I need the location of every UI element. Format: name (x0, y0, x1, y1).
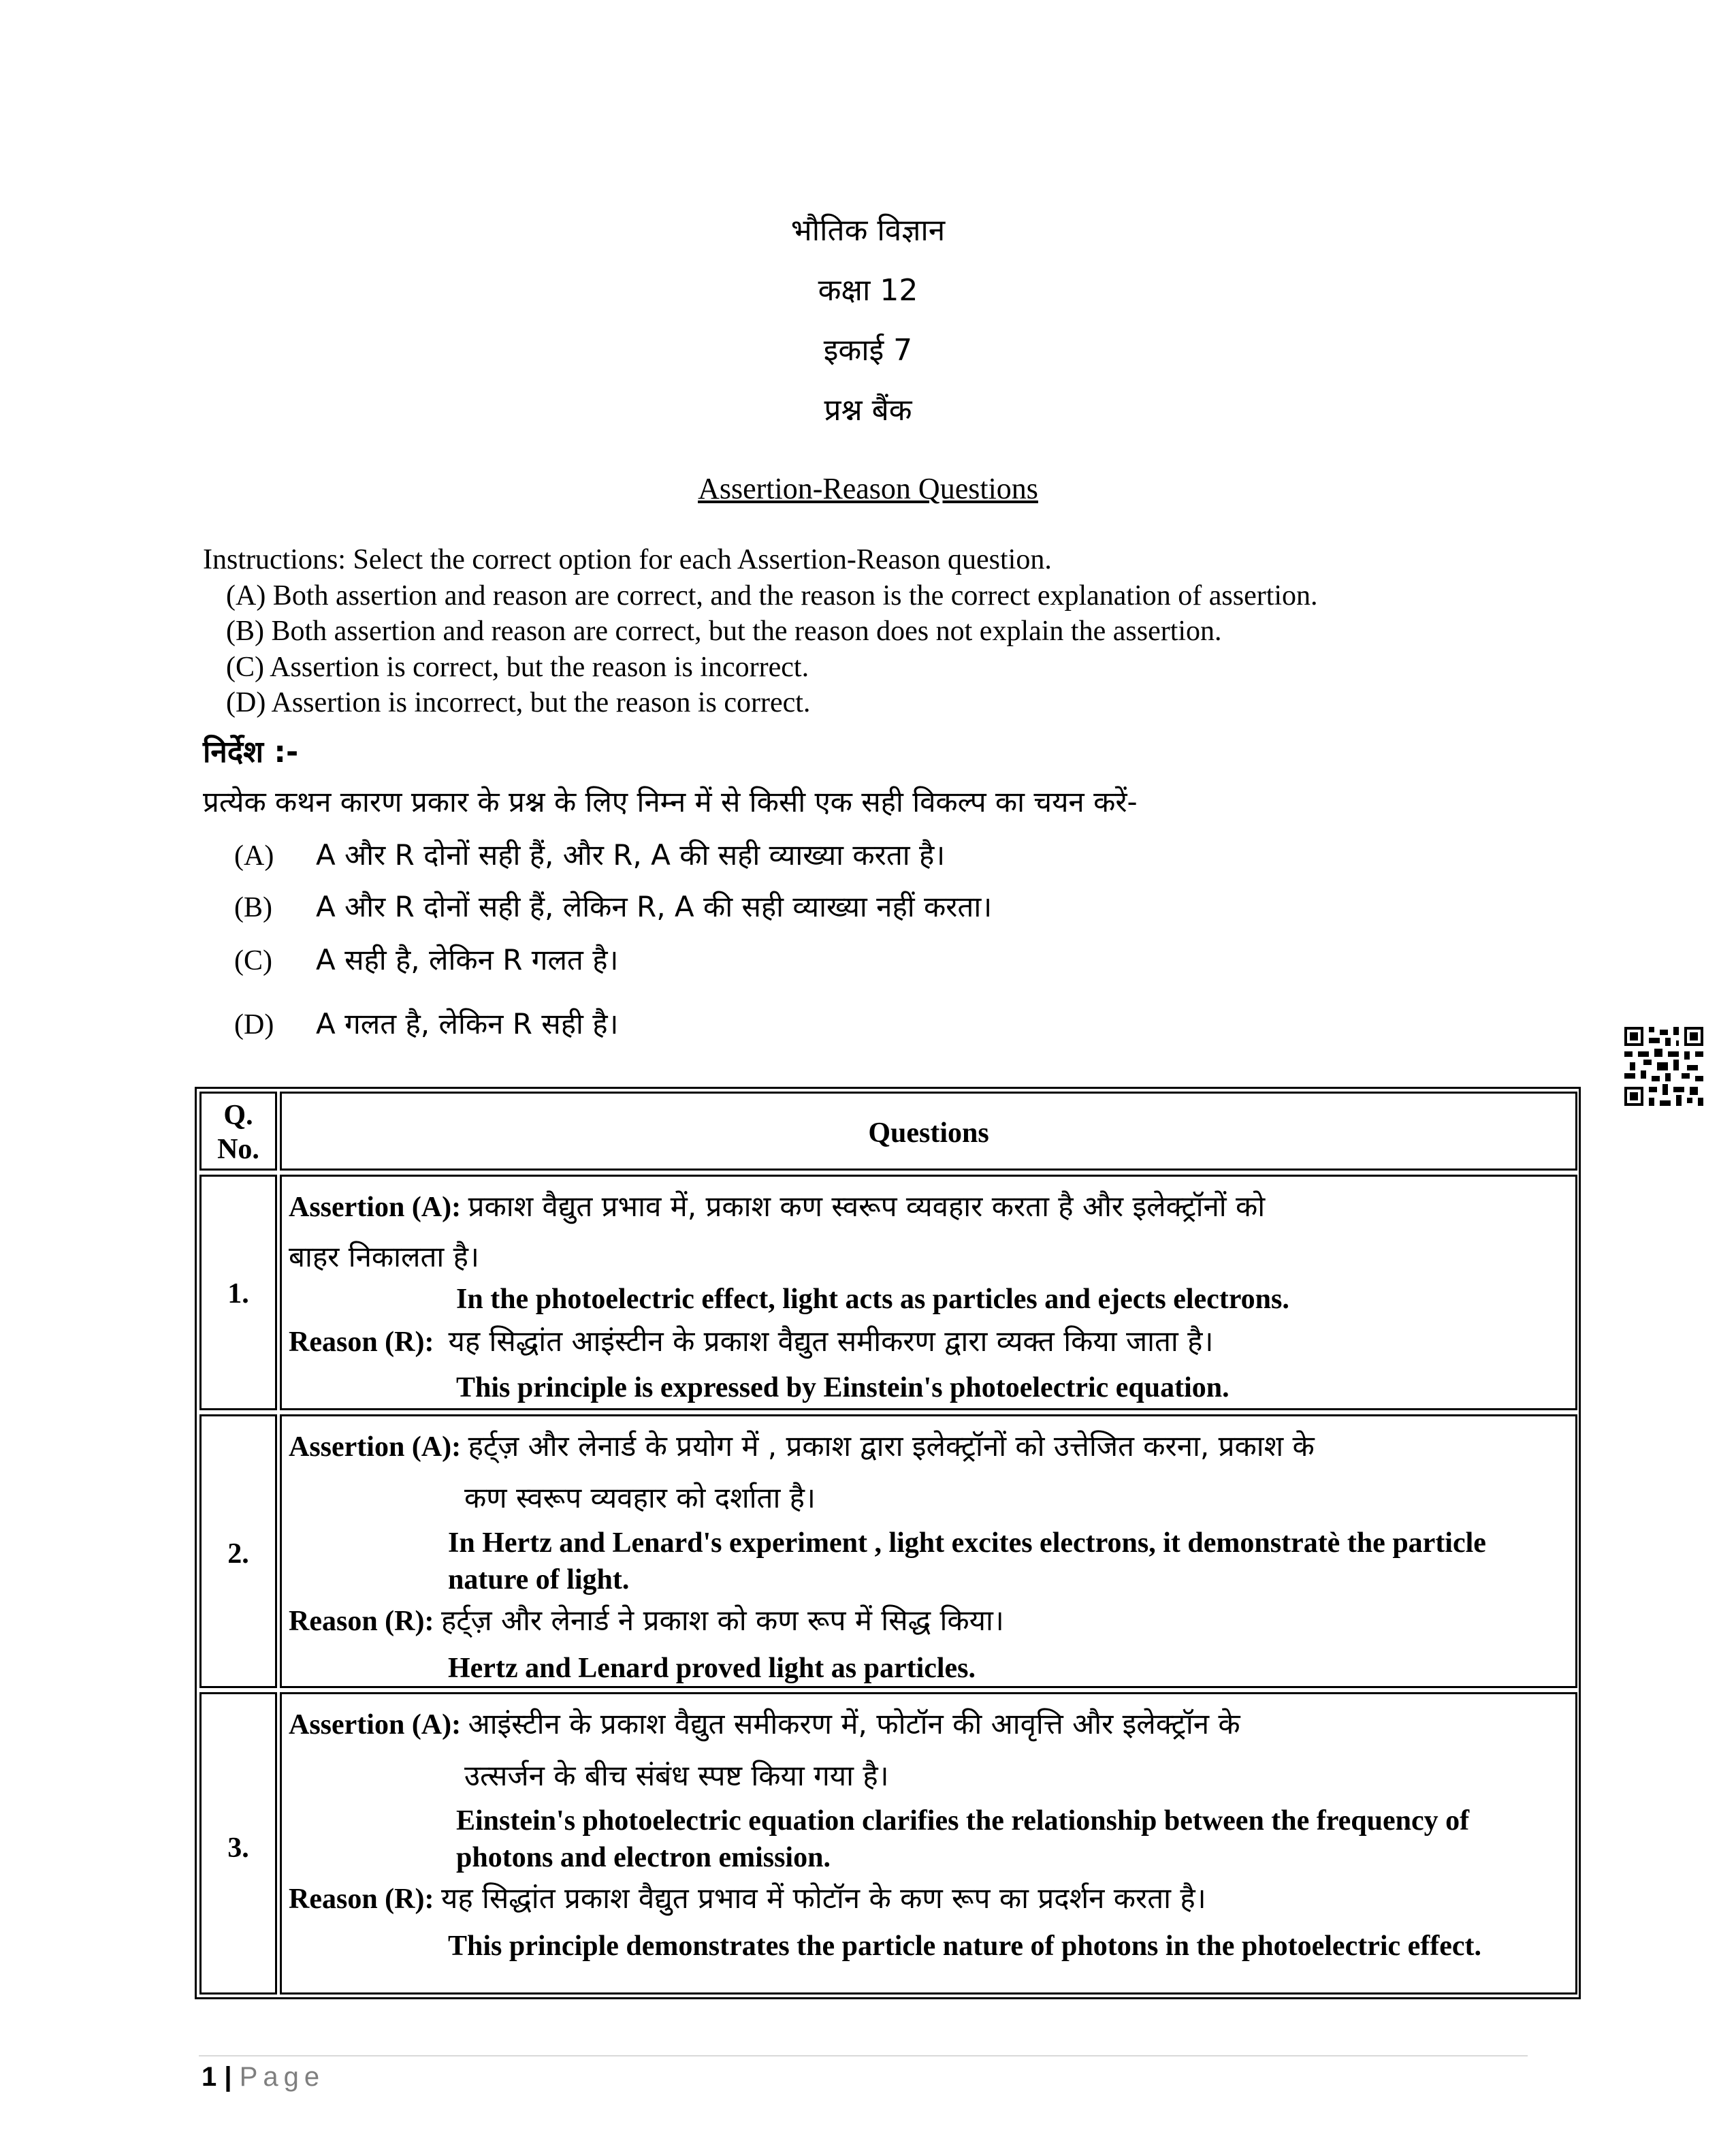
section-title: Assertion-Reason Questions (698, 472, 1038, 505)
reason-hindi: यह सिद्धांत प्रकाश वैद्युत प्रभाव में फोटॉन के कण रूप का प्रदर्शन करता है। (440, 1881, 1206, 1915)
question-bank-title: प्रश्न बैंक (824, 393, 912, 428)
instruction-option-a: (A) Both assertion and reason are correct, and the reason is the correct explanation of assertion. (226, 580, 1318, 611)
assertion-english: In Hertz and Lenard's experiment , light excites electrons, it demonstratè the particle (448, 1527, 1486, 1559)
reason-line (289, 1600, 1004, 1639)
assertion-english: Einstein's photoelectric equation clarifies the relationship between the frequency of (456, 1805, 1470, 1837)
hindi-option-text: A और R दोनों सही हैं, लेकिन R, A की सही व्याख्या नहीं करता। (316, 890, 993, 923)
hindi-option-text: A सही है, लेकिन R गलत है। (316, 943, 619, 976)
subject-title: भौतिक विज्ञान (790, 213, 946, 248)
hindi-option-label: (A) (234, 840, 274, 872)
hindi-option-label: (B) (234, 892, 272, 923)
questions-table (195, 1087, 1581, 1999)
hindi-instructions-line: प्रत्येक कथन कारण प्रकार के प्रश्न के लिए निम्न में से किसी एक सही विकल्प का चयन करें- (203, 785, 1138, 819)
assertion-english-cont: photons and electron emission. (456, 1842, 831, 1873)
reason-line (289, 1321, 1213, 1360)
assertion-line (289, 1186, 1265, 1225)
page-footer (202, 2062, 325, 2093)
hindi-option-c (234, 940, 618, 979)
hindi-instructions-heading: निर्देश :- (203, 735, 299, 769)
row-3-question-cell (280, 1692, 1577, 1995)
class-title: कक्षा 12 (818, 273, 918, 308)
reason-label: Reason (R): (289, 1884, 434, 1915)
instruction-option-d: (D) Assertion is incorrect, but the reason is correct. (226, 687, 811, 718)
instruction-option-c: (C) Assertion is correct, but the reason is incorrect. (226, 652, 809, 683)
question-number: 1. (227, 1278, 249, 1309)
qr-code-icon (1624, 1027, 1703, 1106)
row-2-number-cell (199, 1414, 277, 1688)
assertion-label: Assertion (A): (289, 1709, 462, 1741)
hindi-option-text: A गलत है, लेकिन R सही है। (316, 1007, 619, 1040)
row-1-number-cell (199, 1175, 277, 1410)
assertion-hindi: हर्ट्ज़ और लेनार्ड के प्रयोग में , प्रकाश द्वारा इलेक्ट्रॉनों को उत्तेजित करना, प्रकाश के (468, 1429, 1315, 1463)
reason-line (289, 1878, 1206, 1917)
question-number: 2. (227, 1538, 249, 1570)
assertion-label: Assertion (A): (289, 1192, 462, 1223)
footer-divider (199, 2055, 1528, 2056)
hindi-option-b (234, 887, 992, 925)
assertion-hindi-cont: उत्सर्जन के बीच संबंध स्पष्ट किया गया है। (464, 1759, 889, 1792)
hindi-option-text: A और R दोनों सही हैं, और R, A की सही व्याख्या करता है। (316, 838, 946, 872)
hindi-option-d (234, 1004, 618, 1043)
reason-english: This principle demonstrates the particle nature of photons in the photoelectric effect. (448, 1930, 1482, 1962)
question-number: 3. (227, 1832, 249, 1864)
page-separator: | (224, 2062, 232, 2092)
reason-hindi: यह सिद्धांत आइंस्टीन के प्रकाश वैद्युत समीकरण द्वारा व्यक्त किया जाता है। (448, 1324, 1214, 1358)
page-word: Page (239, 2062, 325, 2092)
hindi-option-label: (C) (234, 945, 272, 976)
instructions-intro: Instructions: Select the correct option for each Assertion-Reason question. (203, 544, 1052, 575)
assertion-line (289, 1704, 1240, 1743)
reason-english: Hertz and Lenard proved light as particles. (448, 1653, 976, 1684)
reason-english: This principle is expressed by Einstein's photoelectric equation. (456, 1372, 1229, 1403)
assertion-hindi: आइंस्टीन के प्रकाश वैद्युत समीकरण में, फोटॉन की आवृत्ति और इलेक्ट्रॉन के (468, 1707, 1240, 1741)
row-2-question-cell (280, 1414, 1577, 1688)
row-1-question-cell (280, 1175, 1577, 1410)
reason-hindi: हर्ट्ज़ और लेनार्ड ने प्रकाश को कण रूप में सिद्ध किया। (440, 1604, 1004, 1637)
qno-header-line1: Q. (223, 1100, 253, 1131)
unit-title: इकाई 7 (823, 333, 913, 368)
page-number: 1 (202, 2062, 217, 2092)
questions-header: Questions (868, 1117, 989, 1149)
assertion-english-cont: nature of light. (448, 1564, 630, 1595)
hindi-option-label: (D) (234, 1009, 274, 1040)
assertion-hindi-cont: बाहर निकालता है। (289, 1240, 479, 1273)
assertion-hindi-cont: कण स्वरूप व्यवहार को दर्शाता है। (464, 1481, 816, 1514)
reason-label: Reason (R): (289, 1326, 434, 1358)
qno-header-cell (199, 1092, 277, 1171)
assertion-label: Assertion (A): (289, 1431, 462, 1463)
instruction-option-b: (B) Both assertion and reason are correct, but the reason does not explain the assertion. (226, 616, 1222, 647)
qno-header-line2: No. (217, 1134, 259, 1165)
assertion-hindi: प्रकाश वैद्युत प्रभाव में, प्रकाश कण स्वरूप व्यवहार करता है और इलेक्ट्रॉनों को (468, 1190, 1266, 1223)
row-3-number-cell (199, 1692, 277, 1995)
reason-label: Reason (R): (289, 1606, 434, 1637)
assertion-line (289, 1426, 1315, 1465)
assertion-english: In the photoelectric effect, light acts as particles and ejects electrons. (456, 1284, 1289, 1315)
hindi-option-a (234, 835, 945, 874)
questions-header-cell (280, 1092, 1577, 1171)
